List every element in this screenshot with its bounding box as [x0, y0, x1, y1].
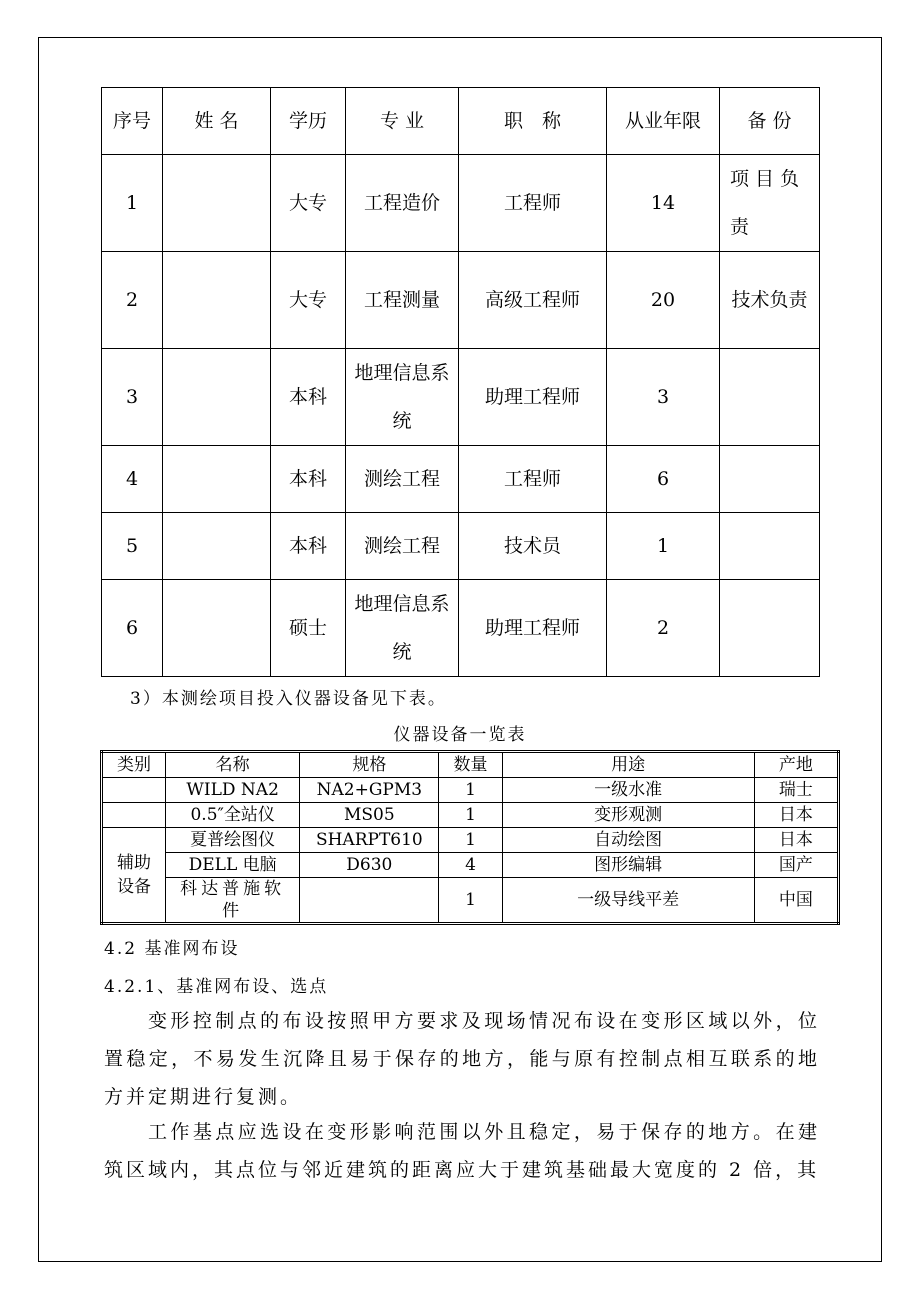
cell-no: 2 — [102, 252, 163, 349]
cell-origin: 日本 — [754, 828, 838, 853]
header-remark: 备 份 — [720, 88, 820, 155]
cell-major: 工程测量 — [346, 252, 459, 349]
cell-equipment-name: 0.5″全站仪 — [166, 803, 300, 828]
equipment-row — [102, 828, 839, 853]
cell-remark — [720, 513, 820, 580]
cell-no: 6 — [102, 580, 163, 677]
cell-title: 助理工程师 — [459, 349, 607, 446]
header-equipment-name: 名称 — [166, 752, 300, 778]
cell-quantity: 1 — [439, 778, 502, 803]
cell-equipment-name: WILD NA2 — [166, 778, 300, 803]
cell-years: 2 — [607, 580, 720, 677]
cell-remark — [720, 580, 820, 677]
header-category: 类别 — [102, 752, 166, 778]
cell-name — [163, 513, 271, 580]
cell-major: 工程造价 — [346, 155, 459, 252]
cell-no: 1 — [102, 155, 163, 252]
cell-years: 3 — [607, 349, 720, 446]
cell-remark — [720, 349, 820, 446]
paragraph-control-points: 变形控制点的布设按照甲方要求及现场情况布设在变形区域以外，位置稳定，不易发生沉降且易于保存的地方，能与原有控制点相互联系的地方并定期进行复测。 — [104, 1010, 820, 1108]
cell-use: 图形编辑 — [502, 853, 754, 878]
cell-major: 地理信息系统 — [346, 580, 459, 677]
cell-spec: MS05 — [300, 803, 439, 828]
cell-origin: 国产 — [754, 853, 838, 878]
cell-years: 14 — [607, 155, 720, 252]
cell-name — [163, 446, 271, 513]
cell-origin: 瑞士 — [754, 778, 838, 803]
cell-years: 1 — [607, 513, 720, 580]
cell-years: 20 — [607, 252, 720, 349]
cell-use: 自动绘图 — [502, 828, 754, 853]
header-education: 学历 — [271, 88, 346, 155]
cell-title: 工程师 — [459, 155, 607, 252]
cell-name — [163, 252, 271, 349]
header-no: 序号 — [102, 88, 163, 155]
staff-table — [101, 87, 820, 677]
cell-remark — [720, 446, 820, 513]
cell-spec: SHARPT610 — [300, 828, 439, 853]
cell-origin: 中国 — [754, 878, 838, 924]
cell-name — [163, 580, 271, 677]
cell-education: 硕士 — [271, 580, 346, 677]
paragraph-work-base-points: 工作基点应选设在变形影响范围以外且稳定，易于保存的地方。在建筑区域内，其点位与邻近建筑的距离应大于建筑基础最大宽度的 2 倍，其 — [104, 1121, 820, 1181]
staff-row — [102, 155, 820, 252]
cell-spec: NA2+GPM3 — [300, 778, 439, 803]
staff-row — [102, 349, 820, 446]
header-name: 姓 名 — [163, 88, 271, 155]
cell-category-empty — [102, 778, 166, 803]
equipment-table-title: 仪器设备一览表 — [393, 725, 527, 745]
header-use: 用途 — [502, 752, 754, 778]
cell-no: 5 — [102, 513, 163, 580]
cell-use: 一级导线平差 — [502, 878, 754, 924]
cell-quantity: 1 — [439, 878, 502, 924]
equipment-row — [102, 878, 839, 924]
cell-equipment-name: DELL 电脑 — [166, 853, 300, 878]
cell-spec — [300, 878, 439, 924]
cell-name — [163, 155, 271, 252]
cell-no: 3 — [102, 349, 163, 446]
staff-row — [102, 252, 820, 349]
cell-quantity: 4 — [439, 853, 502, 878]
equipment-row — [102, 853, 839, 878]
cell-use: 一级水准 — [502, 778, 754, 803]
equipment-row — [102, 803, 839, 828]
cell-quantity: 1 — [439, 803, 502, 828]
cell-category: 辅助设备 — [102, 828, 166, 924]
cell-spec: D630 — [300, 853, 439, 878]
header-spec: 规格 — [300, 752, 439, 778]
cell-origin: 日本 — [754, 803, 838, 828]
equipment-intro: 3）本测绘项目投入仪器设备见下表。 — [130, 689, 447, 709]
cell-no: 4 — [102, 446, 163, 513]
equipment-table — [100, 750, 840, 925]
cell-major: 测绘工程 — [346, 513, 459, 580]
cell-education: 大专 — [271, 155, 346, 252]
staff-header-row — [102, 88, 820, 155]
cell-education: 本科 — [271, 513, 346, 580]
cell-years: 6 — [607, 446, 720, 513]
staff-row — [102, 513, 820, 580]
cell-remark: 项 目 负责 — [720, 155, 820, 252]
header-major: 专 业 — [346, 88, 459, 155]
cell-major: 测绘工程 — [346, 446, 459, 513]
cell-education: 大专 — [271, 252, 346, 349]
cell-title: 工程师 — [459, 446, 607, 513]
staff-row — [102, 580, 820, 677]
subsection-heading: 4.2.1、基准网布设、选点 — [104, 977, 329, 997]
cell-title: 高级工程师 — [459, 252, 607, 349]
cell-title: 助理工程师 — [459, 580, 607, 677]
cell-use: 变形观测 — [502, 803, 754, 828]
cell-education: 本科 — [271, 349, 346, 446]
cell-name — [163, 349, 271, 446]
header-title: 职 称 — [459, 88, 607, 155]
cell-quantity: 1 — [439, 828, 502, 853]
cell-category-empty — [102, 803, 166, 828]
cell-remark: 技术负责 — [720, 252, 820, 349]
header-quantity: 数量 — [439, 752, 502, 778]
cell-major: 地理信息系统 — [346, 349, 459, 446]
cell-equipment-name: 夏普绘图仪 — [166, 828, 300, 853]
header-origin: 产地 — [754, 752, 838, 778]
cell-education: 本科 — [271, 446, 346, 513]
equipment-header-row — [102, 752, 839, 778]
equipment-row — [102, 778, 839, 803]
section-heading: 4.2 基准网布设 — [104, 939, 240, 959]
cell-equipment-name: 科达普施软件 — [166, 878, 300, 924]
header-years: 从业年限 — [607, 88, 720, 155]
staff-row — [102, 446, 820, 513]
cell-title: 技术员 — [459, 513, 607, 580]
